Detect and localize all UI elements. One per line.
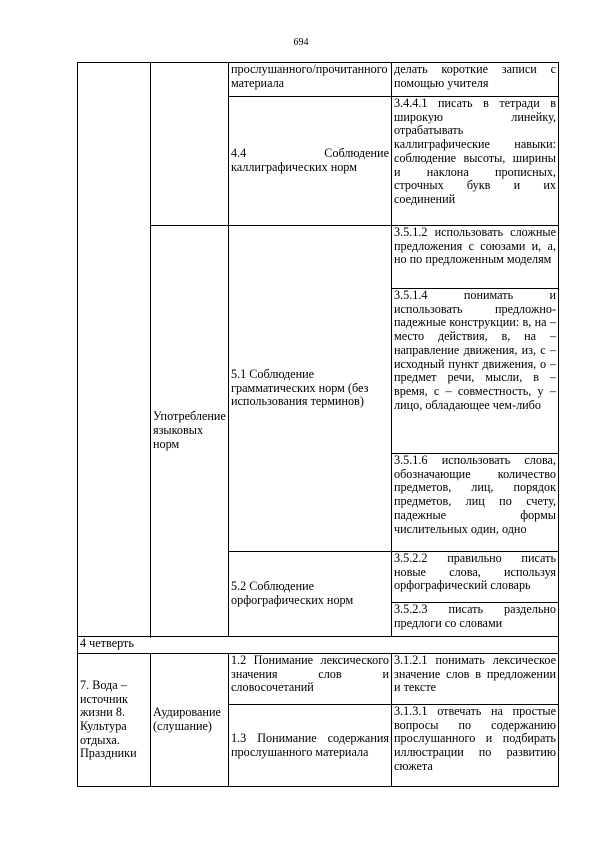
objective-cell: 3.5.1.4 понимать и использовать предложно-падежные конструкции: в, на – место действия, в, на – направление движения, из, с – исходный пункт движения, о – предмет речи, мысли, в – время, с – совместность, у – лицо, обладающее чем-либо [392, 289, 559, 454]
page-number: 694 [293, 37, 309, 48]
subtopic-cell: 1.3 Понимание содержания прослушанного материала [229, 705, 392, 787]
objective-cell: 3.4.4.1 писать в тетради в широкую линейку, отрабатывать каллиграфические навыки: соблюдение высоты, ширины и наклона прописных, строчных букв и их соединений [392, 97, 559, 226]
table-row [78, 226, 559, 289]
objective-cell: делать короткие записи с помощью учителя [392, 63, 559, 97]
table-row [78, 654, 559, 705]
subtopic-cell-grammar: 5.1 Соблюдение грамматических норм (без использования терминов) [229, 226, 392, 552]
objective-cell: 3.1.2.1 понимать лексическое значение слов в предложении и тексте [392, 654, 559, 705]
section-cell-listening: Аудирование (слушание) [151, 654, 229, 787]
subtopic-cell: прослушанного/прочитанного материала [229, 63, 392, 97]
subtopic-cell-orthography: 5.2 Соблюдение орфографических норм [229, 552, 392, 637]
quarter-row [78, 637, 559, 654]
objective-cell: 3.5.2.3 писать раздельно предлоги со словами [392, 603, 559, 637]
theme-cell: 7. Вода – источник жизни 8. Культура отдыха. Праздники [78, 654, 151, 787]
objective-cell: 3.1.3.1 отвечать на простые вопросы по содержанию прослушанного и подбирать иллюстрации по развитию сюжета [392, 705, 559, 787]
objective-cell: 3.5.1.2 использовать сложные предложения с союзами и, а, но по предложенным моделям [392, 226, 559, 289]
objective-cell: 3.5.2.2 правильно писать новые слова, используя орфографический словарь [392, 552, 559, 603]
section-cell-empty [151, 63, 229, 226]
table-row [78, 63, 559, 97]
quarter-label: 4 четверть [78, 637, 559, 654]
section-cell-language-norms: Употребление языковых норм [151, 226, 229, 637]
objective-cell: 3.5.1.6 использовать слова, обозначающие количество предметов, лиц, порядок предметов, лиц по счету, падежные формы числительных один, одно [392, 454, 559, 552]
subtopic-cell: 1.2 Понимание лексического значения слов и словосочетаний [229, 654, 392, 705]
curriculum-table [77, 62, 559, 787]
theme-cell-empty [78, 63, 151, 637]
subtopic-cell: 4.4 Соблюдение каллиграфических норм [229, 97, 392, 226]
